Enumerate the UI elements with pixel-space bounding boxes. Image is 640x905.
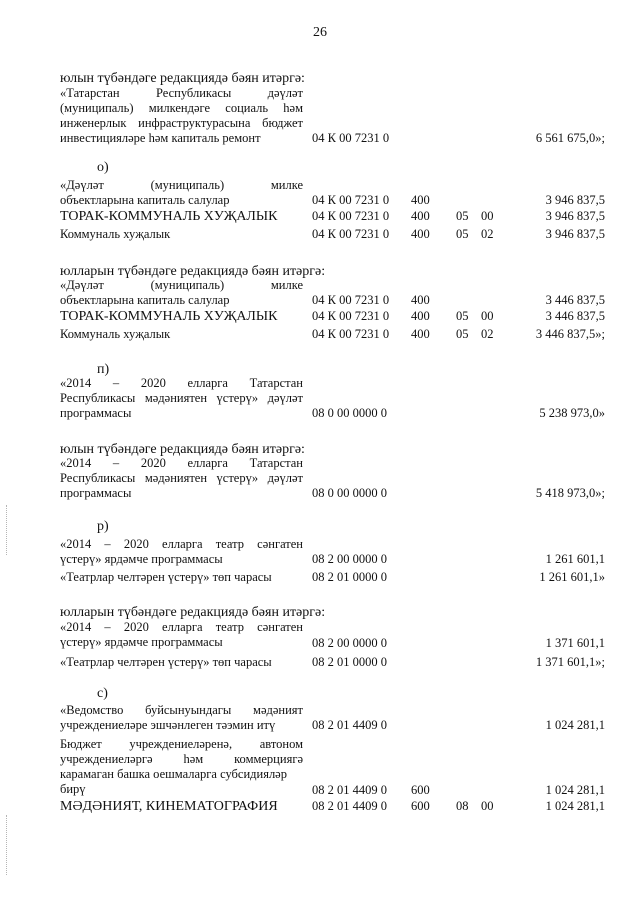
row-label: «Театрлар челтәрен үстерү» төп чарасы (60, 655, 272, 669)
section-code: 05 (456, 309, 469, 323)
amount: 5 418 973,0»; (535, 486, 605, 500)
subsection-code: 00 (481, 309, 494, 323)
target-code: 08 2 01 4409 0 (312, 783, 387, 797)
expense-type: 600 (411, 799, 430, 813)
scan-margin-mark (6, 505, 8, 555)
description-line: Бюджет учреждениеләренә, автоном (60, 737, 303, 751)
target-code: 04 К 00 7231 0 (312, 293, 390, 307)
row-label: «Театрлар челтәрен үстерү» төп чарасы (60, 570, 272, 584)
expense-type: 400 (411, 209, 430, 223)
budget-item-description (60, 620, 303, 650)
subsection-letter: с) (97, 686, 108, 701)
section-code: 08 (456, 799, 469, 813)
description-line: «Ведомство буйсынуындагы мәдәният (60, 703, 303, 717)
target-code: 08 0 00 0000 0 (312, 486, 387, 500)
target-code: 04 К 00 7231 0 (312, 131, 390, 145)
description-line: объектларына капиталь салулар (60, 293, 230, 307)
description-line: программасы (60, 406, 132, 420)
description-line: «2014 – 2020 елларга театр сәнгатен (60, 620, 303, 634)
target-code: 08 2 01 0000 0 (312, 570, 387, 584)
target-code: 08 2 01 4409 0 (312, 799, 387, 813)
budget-item-description (60, 178, 303, 208)
amount: 1 024 281,1 (545, 783, 605, 797)
budget-item-description (60, 737, 303, 797)
expense-type: 400 (411, 227, 430, 241)
section-code: 05 (456, 327, 469, 341)
amount: 5 238 973,0» (539, 406, 605, 420)
description-line: карамаган башка оешмаларга субсидияләр (60, 767, 287, 781)
description-line: үстерү» ярдәмче программасы (60, 635, 223, 649)
row-label: Коммуналь хуҗалык (60, 327, 171, 341)
budget-item-description (60, 86, 303, 146)
amount: 1 261 601,1 (545, 552, 605, 566)
description-line: «Дәүләт (муниципаль) милке (60, 278, 303, 292)
subsection-letter: о) (97, 160, 109, 175)
expense-type: 600 (411, 783, 430, 797)
target-code: 08 2 01 4409 0 (312, 718, 387, 732)
amount: 1 024 281,1 (545, 799, 605, 813)
row-label: МӘДӘНИЯТ, КИНЕМАТОГРАФИЯ (60, 799, 278, 814)
subsection-code: 00 (481, 799, 494, 813)
description-line: «Дәүләт (муниципаль) милке (60, 178, 303, 192)
description-line: (муниципаль) милкендәге социаль һәм (60, 101, 303, 115)
section-heading: юлларын түбәндәге редакциядә бәян итәргә: (60, 605, 326, 620)
description-line: программасы (60, 486, 132, 500)
target-code: 08 2 00 0000 0 (312, 636, 387, 650)
expense-type: 400 (411, 193, 430, 207)
subsection-letter: п) (97, 362, 110, 377)
description-line: инвестицияләре һәм капиталь ремонт (60, 131, 261, 145)
budget-item-description (60, 456, 303, 501)
expense-type: 400 (411, 309, 430, 323)
description-line: үстерү» ярдәмче программасы (60, 552, 223, 566)
target-code: 08 2 00 0000 0 (312, 552, 387, 566)
row-label: Коммуналь хуҗалык (60, 227, 171, 241)
description-line: «2014 – 2020 елларга Татарстан (60, 376, 303, 390)
page-number: 26 (313, 25, 327, 40)
budget-item-description (60, 278, 303, 308)
description-line: инженерлык инфраструктурасына бюджет (60, 116, 303, 130)
budget-item-description (60, 376, 303, 421)
row-label: ТОРАК-КОММУНАЛЬ ХУҖАЛЫК (60, 209, 278, 224)
description-line: «Татарстан Республикасы дәүләт (60, 86, 303, 100)
amount: 3 946 837,5 (545, 227, 605, 241)
section-heading: юлын түбәндәге редакциядә бәян итәргә: (60, 71, 305, 86)
subsection-letter: р) (97, 519, 109, 534)
amount: 3 446 837,5 (545, 309, 605, 323)
expense-type: 400 (411, 327, 430, 341)
amount: 1 371 601,1 (545, 636, 605, 650)
description-line: «2014 – 2020 елларга Татарстан (60, 456, 303, 470)
subsection-code: 02 (481, 227, 494, 241)
description-line: объектларына капиталь салулар (60, 193, 230, 207)
target-code: 04 К 00 7231 0 (312, 193, 390, 207)
budget-item-description (60, 703, 303, 733)
description-line: учреждениеләргә һәм коммерциягә (60, 752, 303, 766)
expense-type: 400 (411, 293, 430, 307)
target-code: 08 0 00 0000 0 (312, 406, 387, 420)
description-line: Республикасы мәдәниятен үстерү» дәүләт (60, 391, 303, 405)
description-line: «2014 – 2020 елларга театр сәнгатен (60, 537, 303, 551)
target-code: 04 К 00 7231 0 (312, 309, 390, 323)
section-heading: юлларын түбәндәге редакциядә бәян итәргә: (60, 264, 326, 279)
amount: 1 371 601,1»; (535, 655, 605, 669)
amount: 1 024 281,1 (545, 718, 605, 732)
description-line: учреждениеләре эшчәнлеген тәэмин итү (60, 718, 276, 732)
amount: 3 946 837,5 (545, 193, 605, 207)
scan-margin-mark (6, 815, 8, 875)
section-heading: юлын түбәндәге редакциядә бәян итәргә: (60, 442, 305, 457)
amount: 3 946 837,5 (545, 209, 605, 223)
amount: 6 561 675,0»; (535, 131, 605, 145)
target-code: 04 К 00 7231 0 (312, 209, 390, 223)
target-code: 08 2 01 0000 0 (312, 655, 387, 669)
amount: 3 446 837,5 (545, 293, 605, 307)
row-label: ТОРАК-КОММУНАЛЬ ХУҖАЛЫК (60, 309, 278, 324)
amount: 3 446 837,5»; (535, 327, 605, 341)
description-line: бирү (60, 782, 86, 796)
target-code: 04 К 00 7231 0 (312, 227, 390, 241)
description-line: Республикасы мәдәниятен үстерү» дәүләт (60, 471, 303, 485)
target-code: 04 К 00 7231 0 (312, 327, 390, 341)
subsection-code: 02 (481, 327, 494, 341)
subsection-code: 00 (481, 209, 494, 223)
section-code: 05 (456, 209, 469, 223)
section-code: 05 (456, 227, 469, 241)
budget-item-description (60, 537, 303, 567)
amount: 1 261 601,1» (539, 570, 605, 584)
